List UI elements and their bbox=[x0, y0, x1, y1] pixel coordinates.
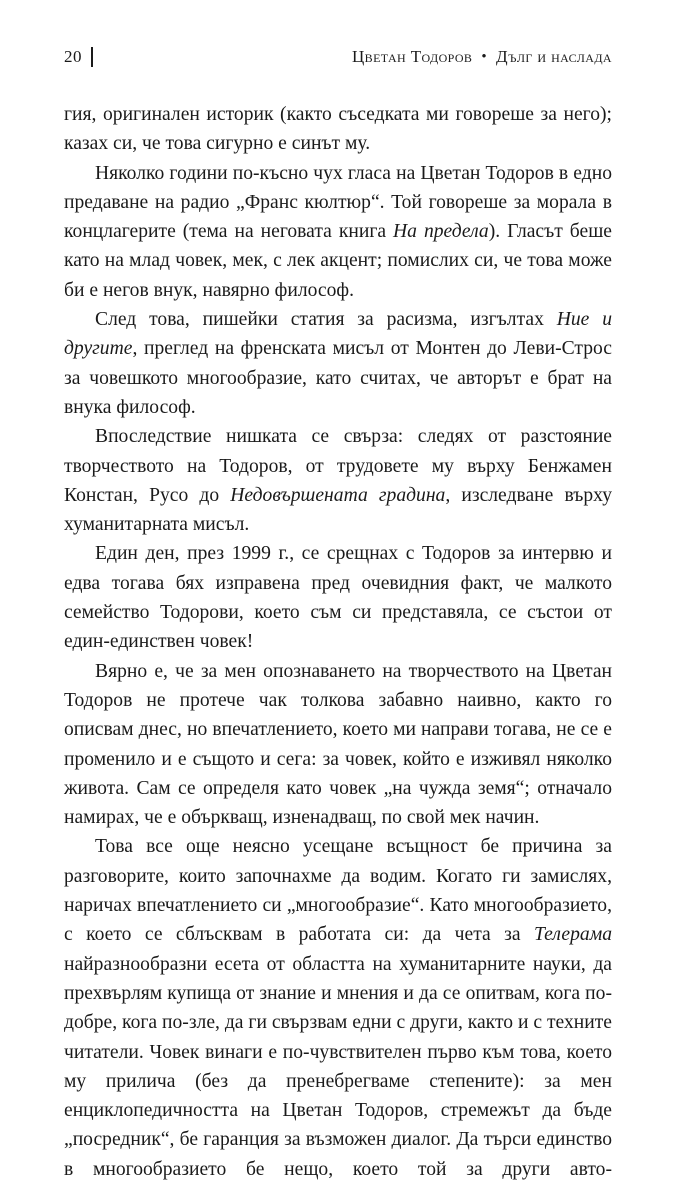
paragraph-text: ). Гласът беше като на млад човек, мек, с лек акцент; помислих си, че това може би е негов внук, навярно философ. bbox=[64, 221, 612, 301]
paragraph-3 bbox=[64, 305, 612, 422]
header-author: Цветан Тодоров bbox=[352, 47, 473, 66]
paragraph-text: Това все още неясно усещане всъщност бе причина за разговорите, които започнахме да водим. Когато ги замислях, наричах впечатлението си „многообразие“. Като многообразието, с което се сблъсквам в работата си: да чета за bbox=[64, 836, 612, 946]
page-number: 20 bbox=[64, 47, 82, 66]
paragraph-text: Един ден, през 1999 г., се срещнах с Тодоров за интервю и едва тогава бях изправена пред очевидния факт, че малкото семейство Тодорови, което съм си представяла, се състои от един-единствен човек! bbox=[64, 543, 612, 653]
header-divider-rule bbox=[91, 47, 93, 67]
paragraph-text: гия, оригинален историк (както съседката ми говореше за него); казах си, че това сигурно е синът му. bbox=[64, 104, 612, 155]
running-header bbox=[64, 44, 612, 70]
paragraph-text: Няколко години по-късно чух гласа на Цветан Тодоров в едно предаване на радио „Франс кюлтюр“. Той говореше за морала в концлагерите (тема на неговата книга bbox=[64, 162, 612, 243]
paragraph-text: найразнообразни есета от областта на хуманитарните науки, да прехвърлям купища от знание и мнения и да се опитвам, кога по-добре, кога по-зле, да ги свързвам едни с други, както и с техните читатели. Човек винаги е по-чувствителен първо към това, което му прилича (без да пренебрегваме степените): за мен енциклопедичността на Цветан Тодоров, стремежът да бъде „посредник“, бе гаранция за възможен диалог. Да търси единство в многообразието бе нещо, което той за други авто- bbox=[64, 953, 612, 1180]
paragraph-6 bbox=[64, 657, 612, 833]
magazine-title-telerama: Телерама bbox=[533, 924, 612, 946]
paragraph-4 bbox=[64, 422, 612, 539]
body-text bbox=[64, 100, 612, 1184]
paragraph-text: Вярно е, че за мен опознаването на творчеството на Цветан Тодоров не протече чак толкова забавно наивно, както го описвам днес, но впечатлението, което ми направи тогава, не се е променило и е същото и сега: за човек, който е изживял няколко живота. Сам се определя като човек „на чужда земя“; отначало намирах, че е объркващ, изненадващ, по свой мек начин. bbox=[64, 660, 612, 829]
paragraph-text: , изследване върху хуманитарната мисъл. bbox=[64, 484, 613, 536]
paragraph-text: , преглед на френската мисъл от Монтен до Леви-Строс за човешкото многообразие, като считах, че авторът е брат на внука философ. bbox=[64, 338, 612, 418]
header-separator: • bbox=[481, 48, 487, 65]
book-title-nedovarshenata-gradina: Недовършената градина bbox=[230, 484, 446, 506]
paragraph-2 bbox=[64, 159, 612, 305]
header-book-title: Дълг и наслада bbox=[495, 47, 612, 66]
paragraph-7 bbox=[64, 832, 612, 1184]
header-right bbox=[352, 47, 612, 67]
paragraph-1 bbox=[64, 100, 612, 159]
paragraph-5 bbox=[64, 539, 612, 656]
paragraph-text: След това, пишейки статия за расизма, изгълтах bbox=[95, 309, 557, 331]
book-title-na-predela: На предела bbox=[393, 221, 489, 243]
header-left bbox=[64, 47, 93, 67]
book-title-nie-i-drugite: Ние и другите bbox=[64, 309, 612, 360]
paragraph-text: Впоследствие нишката се свърза: следях от разстояние творчеството на Тодоров, от трудовете му върху Бенжамен Констан, Русо до bbox=[64, 426, 612, 506]
